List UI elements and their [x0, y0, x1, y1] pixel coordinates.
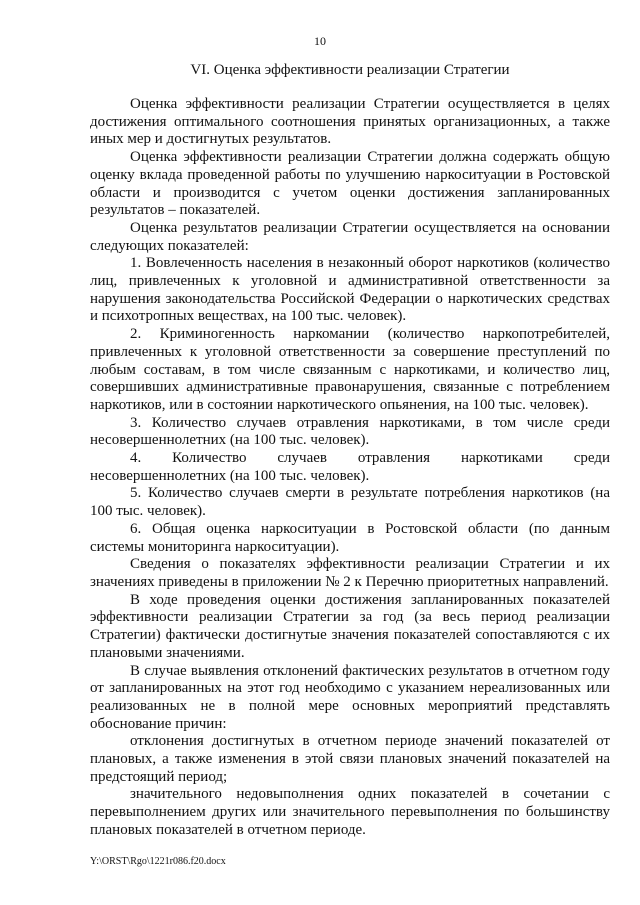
reason-item-deviation: отклонения достигнутых в отчетном периоде значений показателей от плановых, а также изменения в этой связи плановых значений показателей на предстоящий период;	[90, 733, 610, 785]
indicator-item-6: 6. Общая оценка наркоситуации в Ростовской области (по данным системы мониторинга наркоситуации).	[90, 520, 610, 555]
paragraph-deviation: В случае выявления отклонений фактических результатов в отчетном году от запланированных на этот год необходимо с указанием нереализованных или реализованных не в полной мере основных мероприятий представлять обоснование причин:	[90, 662, 610, 732]
paragraph-evaluation-purpose: Оценка эффективности реализации Стратегии осуществляется в целях достижения оптимального соотношения принятых организационных, а также иных мер и достигнутых результатов.	[90, 96, 610, 148]
paragraph-indicators-intro: Оценка результатов реализации Стратегии осуществляется на основании следующих показателей:	[90, 219, 610, 254]
indicator-item-5: 5. Количество случаев смерти в результате потребления наркотиков (на 100 тыс. человек).	[90, 485, 610, 520]
document-body	[90, 96, 610, 840]
indicator-item-4: 4. Количество случаев отравления наркотиками среди несовершеннолетних (на 100 тыс. человек).	[90, 450, 610, 484]
paragraph-evaluation-content: Оценка эффективности реализации Стратегии должна содержать общую оценку вклада проведенной работы по улучшению наркоситуации в Ростовской области и производится с учетом оценки достижения запланированных результатов – показателей.	[90, 149, 610, 219]
indicator-item-1: 1. Вовлеченность населения в незаконный оборот наркотиков (количество лиц, привлеченных к уголовной и административной ответственности за нарушения законодательства Российской Федерации о наркотических средствах и психотропных веществах, на 100 тыс. человек).	[90, 255, 610, 325]
reason-item-performance: значительного недовыполнения одних показателей в сочетании с перевыполнением других или значительного перевыполнения по большинству плановых показателей в отчетном периоде.	[90, 786, 610, 838]
paragraph-appendix-reference: Сведения о показателях эффективности реализации Стратегии и их значениях приведены в приложении № 2 к Перечню приоритетных направлений.	[90, 556, 610, 590]
footer-file-path: Y:\ORST\Rgo\1221r086.f20.docx	[90, 856, 226, 867]
page-number: 10	[314, 34, 326, 48]
paragraph-comparison: В ходе проведения оценки достижения запланированных показателей эффективности реализации Стратегии за год (за весь период реализации Стратегии) фактически достигнутые значения показателей сопоставляются с их плановыми значениями.	[90, 591, 610, 661]
section-title: VI. Оценка эффективности реализации Стратегии	[190, 62, 510, 78]
indicator-item-2: 2. Криминогенность наркомании (количество наркопотребителей, привлеченных к уголовной ответственности за совершение преступлений по любым составам, в том числе связанным с наркотиками, и количество лиц, совершивших административные правонарушения, связанные с потреблением наркотиков, или в состоянии наркотического опьянения, на 100 тыс. человек).	[90, 326, 610, 413]
indicator-item-3: 3. Количество случаев отравления наркотиками, в том числе среди несовершеннолетних (на 100 тыс. человек).	[90, 414, 610, 449]
